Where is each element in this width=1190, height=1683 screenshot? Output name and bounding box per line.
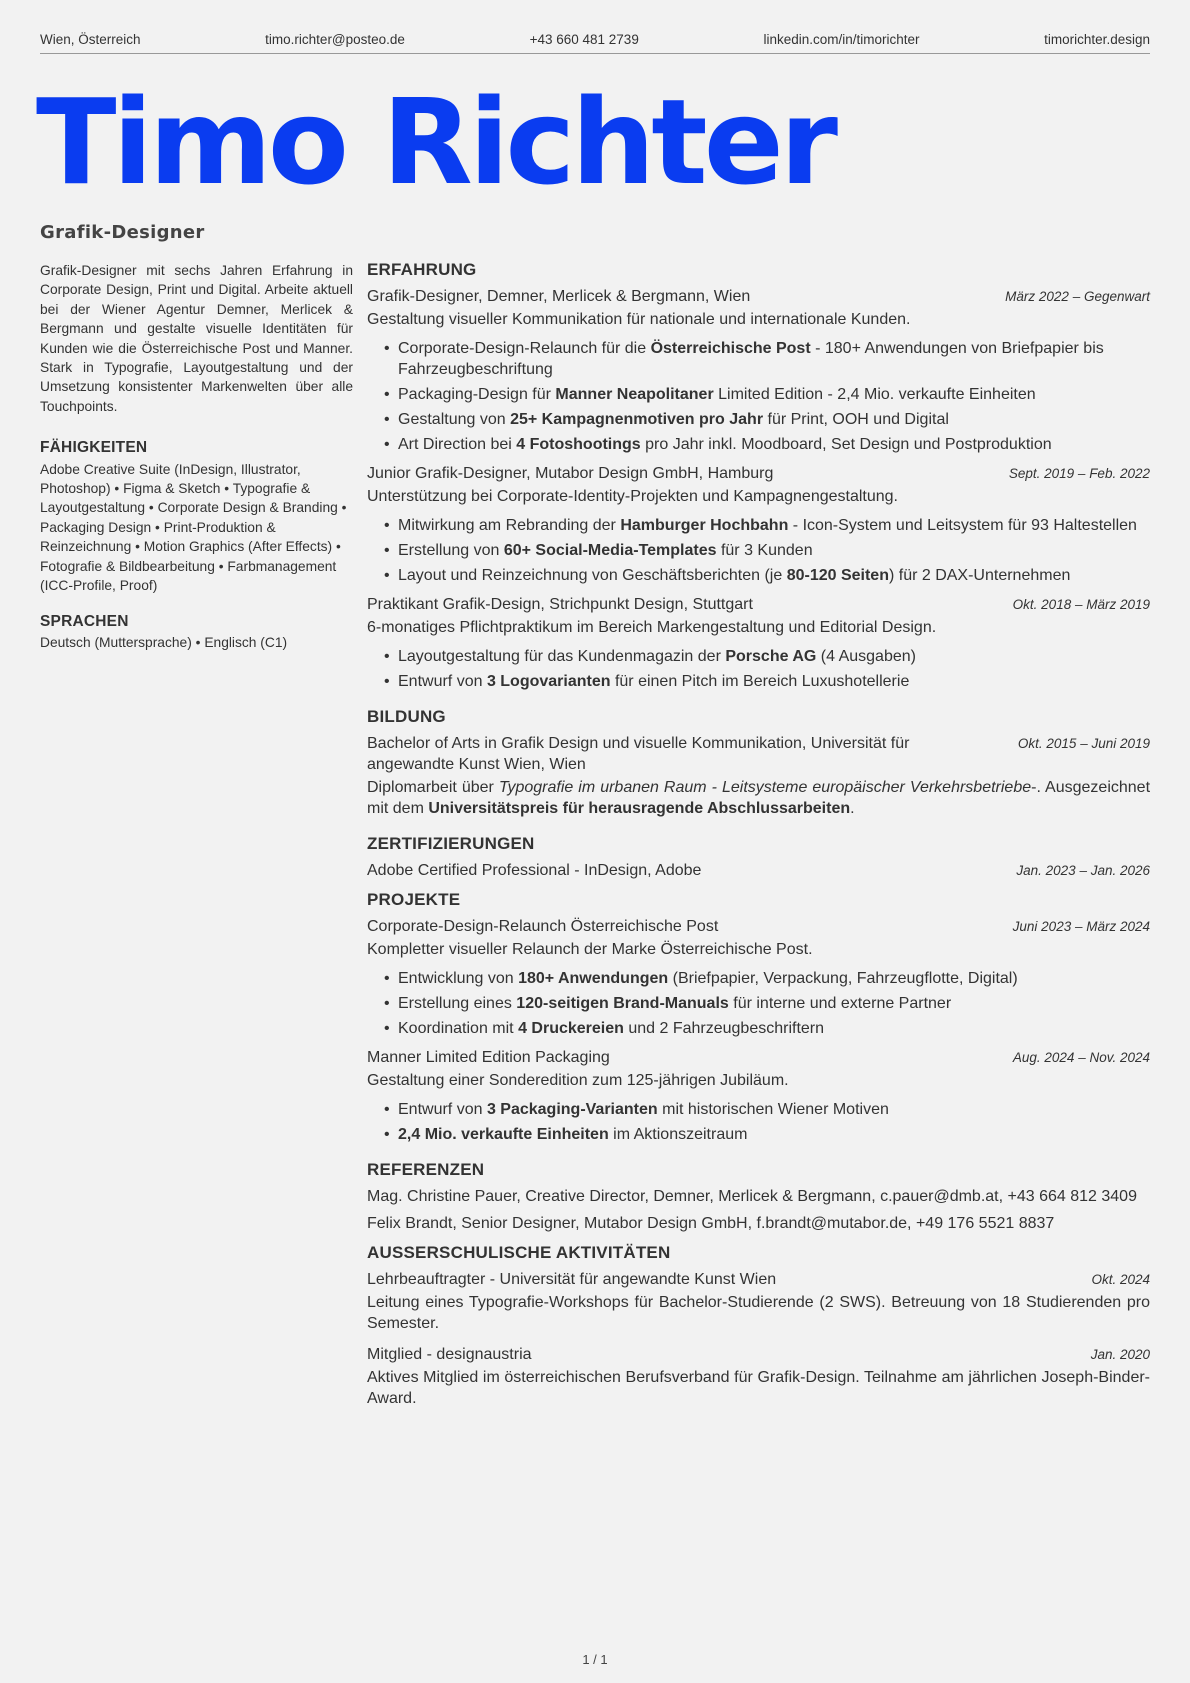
activity-desc: Aktives Mitglied im österreichischen Berufsverband für Grafik-Design. Teilnahme am jährlichen Joseph-Binder-Award. xyxy=(367,1369,1150,1407)
activities-heading: AUSSERSCHULISCHE AKTIVITÄTEN xyxy=(367,1243,671,1262)
job-bullets xyxy=(367,646,1150,692)
candidate-name: Timo Richter xyxy=(36,73,834,211)
job-title: Grafik-Designer xyxy=(40,222,205,243)
project-bullets xyxy=(367,1099,1150,1145)
project-bullets xyxy=(367,968,1150,1039)
project-date: Juni 2023 – März 2024 xyxy=(1012,919,1150,934)
projects-heading: PROJEKTE xyxy=(367,890,461,909)
page-number: 1 / 1 xyxy=(582,1652,608,1667)
location: Wien, Österreich xyxy=(40,32,141,47)
email-link[interactable]: timo.richter@posteo.de xyxy=(265,32,405,47)
website-link[interactable]: timorichter.design xyxy=(1044,32,1150,47)
degree-title: Bachelor of Arts in Grafik Design und visuelle Kommunikation, Universität für angewandte Kunst Wien, Wien xyxy=(367,735,910,773)
activity-title: Lehrbeauftragter - Universität für angewandte Kunst Wien xyxy=(367,1271,777,1288)
bullet: • Entwicklung von 180+ Anwendungen (Briefpapier, Verpackung, Fahrzeugflotte, Digital) xyxy=(398,968,1150,989)
skills-heading: FÄHIGKEITEN xyxy=(40,439,148,457)
activity-entry xyxy=(367,1269,1150,1334)
languages-list: Deutsch (Muttersprache) • Englisch (C1) xyxy=(40,634,288,650)
education-section xyxy=(367,706,1150,819)
activity-desc: Leitung eines Typografie-Workshops für Bachelor-Studierende (2 SWS). Betreuung von 18 Studierenden pro Semester. xyxy=(367,1294,1150,1332)
certifications-heading: ZERTIFIZIERUNGEN xyxy=(367,834,535,853)
contact-bar xyxy=(40,32,1150,54)
bullet: • Koordination mit 4 Druckereien und 2 Fahrzeugbeschriftern xyxy=(398,1018,1150,1039)
job-entry xyxy=(367,463,1150,586)
job-desc: 6-monatiges Pflichtpraktikum im Bereich Markengestaltung und Editorial Design. xyxy=(367,619,937,636)
job-title: Junior Grafik-Designer, Mutabor Design GmbH, Hamburg xyxy=(367,465,774,482)
job-title: Grafik-Designer, Demner, Merlicek & Bergmann, Wien xyxy=(367,288,751,305)
project-desc: Kompletter visueller Relaunch der Marke Österreichische Post. xyxy=(367,941,813,958)
bullet: • Mitwirkung am Rebranding der Hamburger Hochbahn - Icon-System und Leitsystem für 93 Haltestellen xyxy=(398,515,1150,536)
activity-date: Okt. 2024 xyxy=(1091,1272,1150,1287)
activity-entry xyxy=(367,1344,1150,1409)
reference-item: Felix Brandt, Senior Designer, Mutabor Design GmbH, f.brandt@mutabor.de, +49 176 5521 8837 xyxy=(367,1215,1055,1232)
bullet: • Packaging-Design für Manner Neapolitaner Limited Edition - 2,4 Mio. verkaufte Einheiten xyxy=(398,384,1150,405)
project-date: Aug. 2024 – Nov. 2024 xyxy=(1012,1050,1150,1065)
cert-title: Adobe Certified Professional - InDesign, Adobe xyxy=(367,862,702,879)
project-entry xyxy=(367,1047,1150,1145)
experience-heading: ERFAHRUNG xyxy=(367,260,477,279)
education-heading: BILDUNG xyxy=(367,707,446,726)
certifications-section xyxy=(367,833,1150,881)
degree-desc: Diplomarbeit über Typografie im urbanen Raum - Leitsysteme europäischer Verkehrsbetriebe-. Ausgezeichnet mit dem Universitätspreis für herausragende Abschlussarbeiten. xyxy=(367,779,1151,817)
job-date: Okt. 2018 – März 2019 xyxy=(1012,597,1150,612)
references-section xyxy=(367,1159,1150,1234)
languages-heading: SPRACHEN xyxy=(40,612,129,630)
job-title: Praktikant Grafik-Design, Strichpunkt Design, Stuttgart xyxy=(367,596,753,613)
bullet: • Erstellung eines 120-seitigen Brand-Manuals für interne und externe Partner xyxy=(398,993,1150,1014)
projects-section xyxy=(367,889,1150,1145)
bullet: • Erstellung von 60+ Social-Media-Templates für 3 Kunden xyxy=(398,540,1150,561)
bullet: • Layoutgestaltung für das Kundenmagazin der Porsche AG (4 Ausgaben) xyxy=(398,646,1150,667)
degree-date: Okt. 2015 – Juni 2019 xyxy=(1017,736,1150,751)
summary: Grafik-Designer mit sechs Jahren Erfahrung in Corporate Design, Print und Digital. Arbeite aktuell bei der Wiener Agentur Demner, Merlicek & Bergmann und gestalte visuelle Identitäten für Kunden wie die Österreichische Post und Manner. Stark in Typografie, Layoutgestaltung und der Umsetzung konsistenter Markenwelten über alle Touchpoints. xyxy=(40,263,353,414)
job-desc: Gestaltung visueller Kommunikation für nationale und internationale Kunden. xyxy=(367,311,911,328)
cert-date: Jan. 2023 – Jan. 2026 xyxy=(1016,863,1150,878)
references-heading: REFERENZEN xyxy=(367,1160,485,1179)
experience-section xyxy=(367,259,1150,692)
reference-item: Mag. Christine Pauer, Creative Director, Demner, Merlicek & Bergmann, c.pauer@dmb.at, +43 664 812 3409 xyxy=(367,1188,1137,1205)
project-desc: Gestaltung einer Sonderedition zum 125-jährigen Jubiläum. xyxy=(367,1072,789,1089)
job-bullets xyxy=(367,338,1150,455)
bullet: • Art Direction bei 4 Fotoshootings pro Jahr inkl. Moodboard, Set Design und Postproduktion xyxy=(398,434,1150,455)
activity-date: Jan. 2020 xyxy=(1090,1347,1150,1362)
project-title: Corporate-Design-Relaunch Österreichische Post xyxy=(367,918,719,935)
job-entry xyxy=(367,286,1150,455)
bullet: • Corporate-Design-Relaunch für die Österreichische Post - 180+ Anwendungen von Briefpapier bis Fahrzeugbeschriftung xyxy=(398,338,1150,380)
job-date: Sept. 2019 – Feb. 2022 xyxy=(1008,466,1150,481)
job-desc: Unterstützung bei Corporate-Identity-Projekten und Kampagnengestaltung. xyxy=(367,488,898,505)
bullet: • Gestaltung von 25+ Kampagnenmotiven pro Jahr für Print, OOH und Digital xyxy=(398,409,1150,430)
job-bullets xyxy=(367,515,1150,586)
skills-list: Adobe Creative Suite (InDesign, Illustrator, Photoshop) • Figma & Sketch • Typografie & Layoutgestaltung • Corporate Design & Branding • Packaging Design • Print-Produktion & Reinzeichnung • Motion Graphics (After Effects) • Fotografie & Bildbearbeitung • Farbmanagement (ICC-Profile, Proof) xyxy=(40,461,347,594)
bullet: • 2,4 Mio. verkaufte Einheiten im Aktionszeitraum xyxy=(398,1124,1150,1145)
bullet: • Entwurf von 3 Packaging-Varianten mit historischen Wiener Motiven xyxy=(398,1099,1150,1120)
project-entry xyxy=(367,916,1150,1039)
bullet: • Entwurf von 3 Logovarianten für einen Pitch im Bereich Luxushotellerie xyxy=(398,671,1150,692)
activities-section xyxy=(367,1242,1150,1409)
activity-title: Mitglied - designaustria xyxy=(367,1346,532,1363)
linkedin-link[interactable]: linkedin.com/in/timorichter xyxy=(763,32,920,47)
project-title: Manner Limited Edition Packaging xyxy=(367,1049,610,1066)
bullet: • Layout und Reinzeichnung von Geschäftsberichten (je 80-120 Seiten) für 2 DAX-Unternehmen xyxy=(398,565,1150,586)
sidebar xyxy=(40,261,353,652)
job-date: März 2022 – Gegenwart xyxy=(1005,289,1150,304)
phone: +43 660 481 2739 xyxy=(529,32,639,47)
main-column xyxy=(367,259,1150,1423)
job-entry xyxy=(367,594,1150,692)
